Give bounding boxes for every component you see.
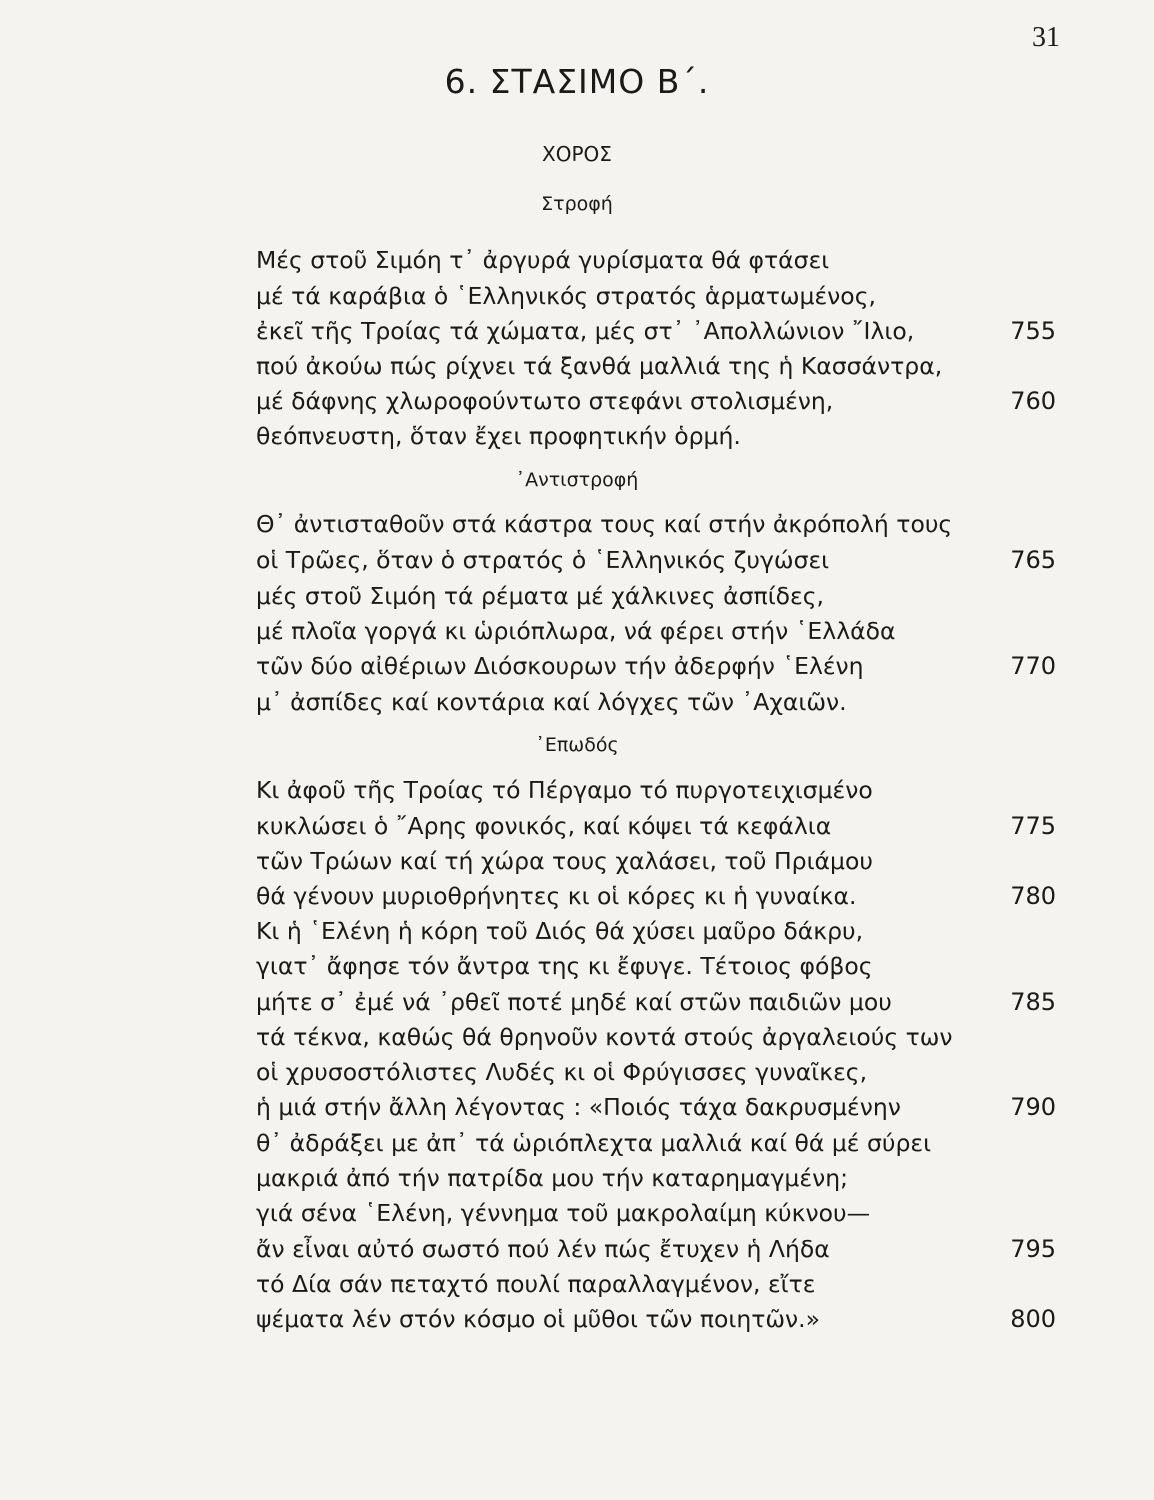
verse-line: ἡ μιά στήν ἄλλη λέγοντας : «Ποιός τάχα δακρυσμένην: [256, 1093, 901, 1121]
verse-line: μέ πλοῖα γοργά κι ὡριόπλωρα, νά φέρει στήν ῾Ελλάδα: [256, 617, 896, 645]
verse-line: γιά σένα ῾Ελένη, γέννημα τοῦ μακρολαίμη κύκνου—: [256, 1199, 871, 1227]
verse-line: οἱ Τρῶες, ὅταν ὁ στρατός ὁ ῾Ελληνικός ζυγώσει: [256, 546, 830, 574]
page-title: 6. ΣΤΑΣΙΜΟ Β΄.: [444, 62, 710, 101]
line-number: 765: [1010, 546, 1056, 574]
verse-line: θεόπνευστη, ὅταν ἔχει προφητικήν ὁρμή.: [256, 422, 741, 450]
line-number: 770: [1010, 652, 1056, 680]
line-number: 790: [1010, 1093, 1056, 1121]
verse-line: τό Δία σάν πεταχτό πουλί παραλλαγμένον, εἴτε: [256, 1270, 816, 1298]
speaker-label: ΧΟΡΟΣ: [542, 142, 612, 166]
verse-line: μακριά ἀπό τήν πατρίδα μου τήν καταρημαγμένη;: [256, 1164, 849, 1192]
line-number: 800: [1010, 1305, 1056, 1333]
verse-line: Μές στοῦ Σιμόη τ᾿ ἀργυρά γυρίσματα θά φτάσει: [256, 246, 830, 274]
verse-line: θά γένουν μυριοθρήνητες κι οἱ κόρες κι ἡ γυναίκα.: [256, 882, 857, 910]
verse-line: μέ δάφνης χλωροφούντωτο στεφάνι στολισμένη,: [256, 387, 834, 415]
verse-line: τῶν Τρώων καί τή χώρα τους χαλάσει, τοῦ Πριάμου: [256, 847, 873, 875]
verse-line: μ᾿ ἀσπίδες καί κοντάρια καί λόγχες τῶν ᾿Αχαιῶν.: [256, 688, 847, 716]
line-number: 755: [1010, 317, 1056, 345]
verse-line: κυκλώσει ὁ ῎Αρης φονικός, καί κόψει τά κεφάλια: [256, 812, 832, 840]
verse-line: μήτε σ᾿ ἐμέ νά ᾿ρθεῖ ποτέ μηδέ καί στῶν παιδιῶν μου: [256, 988, 892, 1016]
verse-line: θ᾿ ἀδράξει με ἀπ᾿ τά ὡριόπλεχτα μαλλιά καί θά μέ σύρει: [256, 1129, 932, 1157]
section-epode: ᾿Επωδός: [535, 734, 619, 756]
verse-line: Θ᾿ ἀντισταθοῦν στά κάστρα τους καί στήν ἀκρόπολή τους: [256, 510, 953, 538]
verse-line: ἐκεῖ τῆς Τροίας τά χώματα, μές στ᾿ ᾿Απολλώνιον ῎Ιλιο,: [256, 317, 915, 345]
verse-line: Κι ἀφοῦ τῆς Τροίας τό Πέργαμο τό πυργοτειχισμένο: [256, 776, 873, 804]
line-number: 775: [1010, 812, 1056, 840]
verse-line: γιατ᾿ ἄφησε τόν ἄντρα της κι ἔφυγε. Τέτοιος φόβος: [256, 952, 873, 980]
verse-line: μέ τά καράβια ὁ ῾Ελληνικός στρατός ἁρματωμένος,: [256, 282, 876, 310]
verse-line: τῶν δύο αἰθέριων Διόσκουρων τήν ἀδερφήν ῾Ελένη: [256, 652, 864, 680]
verse-line: τά τέκνα, καθώς θά θρηνοῦν κοντά στούς ἀργαλειούς των: [256, 1023, 953, 1051]
line-number: 785: [1010, 988, 1056, 1016]
verse-line: πού ἀκούω πώς ρίχνει τά ξανθά μαλλιά της ἡ Κασσάντρα,: [256, 352, 943, 380]
verse-line: μές στοῦ Σιμόη τά ρέματα μέ χάλκινες ἀσπίδες,: [256, 582, 824, 610]
section-antistrophe: ᾿Αντιστροφή: [515, 469, 639, 491]
verse-line: ἄν εἶναι αὐτό σωστό πού λέν πώς ἔτυχεν ἡ Λήδα: [256, 1235, 830, 1263]
line-number: 760: [1010, 387, 1056, 415]
line-number: 780: [1010, 882, 1056, 910]
verse-line: Κι ἡ ῾Ελένη ἡ κόρη τοῦ Διός θά χύσει μαῦρο δάκρυ,: [256, 917, 864, 945]
section-strophe: Στροφή: [541, 193, 613, 215]
page-number: 31: [1032, 22, 1060, 53]
line-number: 795: [1010, 1235, 1056, 1263]
verse-line: ψέματα λέν στόν κόσμο οἱ μῦθοι τῶν ποιητῶν.»: [256, 1305, 821, 1333]
verse-line: οἱ χρυσοστόλιστες Λυδές κι οἱ Φρύγισσες γυναῖκες,: [256, 1058, 868, 1086]
